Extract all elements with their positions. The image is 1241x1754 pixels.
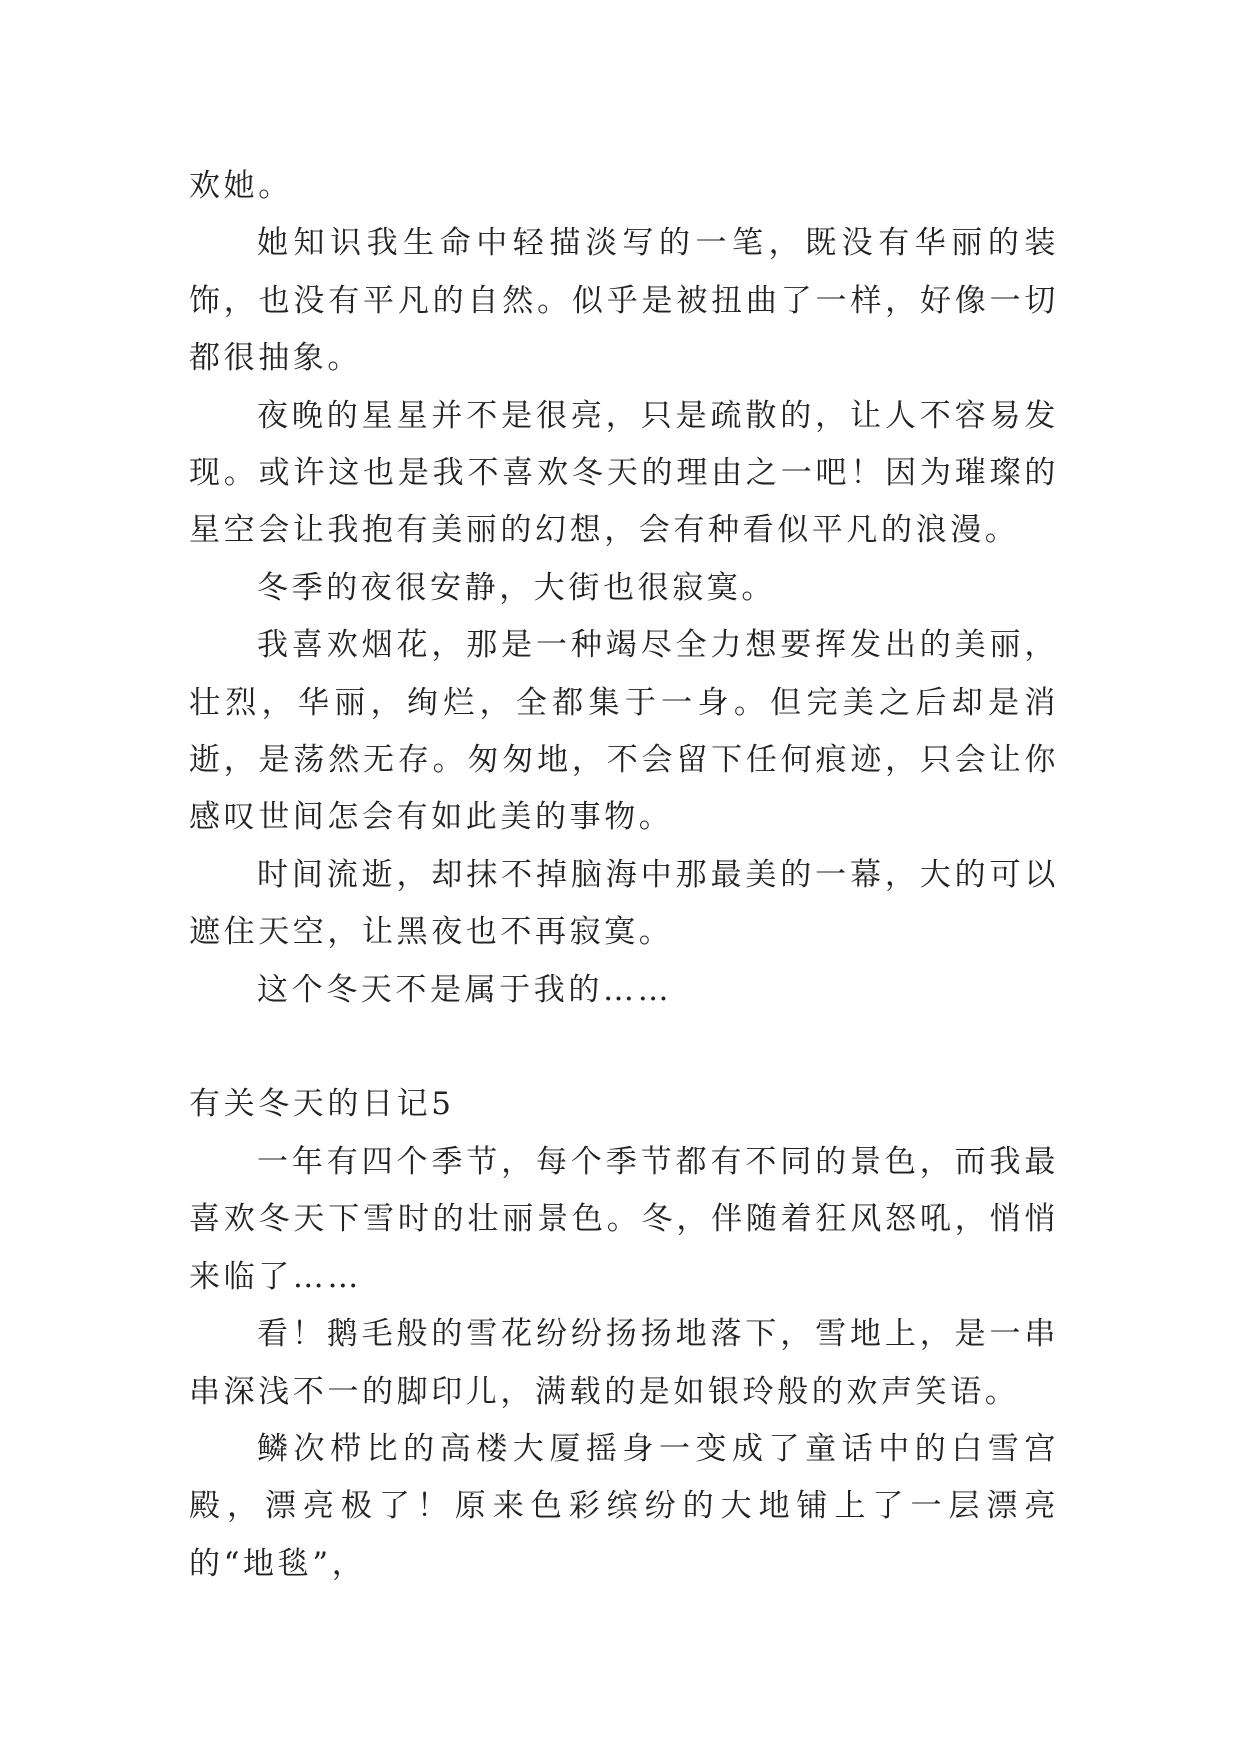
paragraph: 一年有四个季节，每个季节都有不同的景色，而我最喜欢冬天下雪时的壮丽景色。冬，伴随着狂风怒吼，悄悄来临了…… — [189, 1143, 1059, 1295]
paragraph: 看！鹅毛般的雪花纷纷扬扬地落下，雪地上，是一串串深浅不一的脚印儿，满载的是如银玲般的欢声笑语。 — [189, 1316, 1059, 1410]
document-body — [189, 158, 1059, 1593]
paragraph: 欢她。 — [189, 168, 293, 204]
paragraph: 她知识我生命中轻描淡写的一笔，既没有华丽的装饰，也没有平凡的自然。似乎是被扭曲了一样，好像一切都很抽象。 — [189, 225, 1059, 377]
paragraph: 鳞次栉比的高楼大厦摇身一变成了童话中的白雪宫殿，漂亮极了！原来色彩缤纷的大地铺上了一层漂亮的“地毯”， — [189, 1430, 1059, 1582]
paragraph: 我喜欢烟花，那是一种竭尽全力想要挥发出的美丽，壮烈，华丽，绚烂，全都集于一身。但完美之后却是消逝，是荡然无存。匆匆地，不会留下任何痕迹，只会让你感叹世间怎会有如此美的事物。 — [189, 627, 1059, 836]
paragraph: 这个冬天不是属于我的…… — [257, 971, 673, 1008]
paragraph: 夜晚的星星并不是很亮，只是疏散的，让人不容易发现。或许这也是我不喜欢冬天的理由之一吧！因为璀璨的星空会让我抱有美丽的幻想，会有种看似平凡的浪漫。 — [189, 397, 1059, 549]
paragraph: 时间流逝，却抹不掉脑海中那最美的一幕，大的可以遮住天空，让黑夜也不再寂寞。 — [189, 856, 1059, 951]
section-heading: 有关冬天的日记5 — [189, 1086, 455, 1123]
section-spacer — [189, 1019, 1059, 1076]
paragraph: 冬季的夜很安静，大街也很寂寞。 — [257, 569, 776, 606]
